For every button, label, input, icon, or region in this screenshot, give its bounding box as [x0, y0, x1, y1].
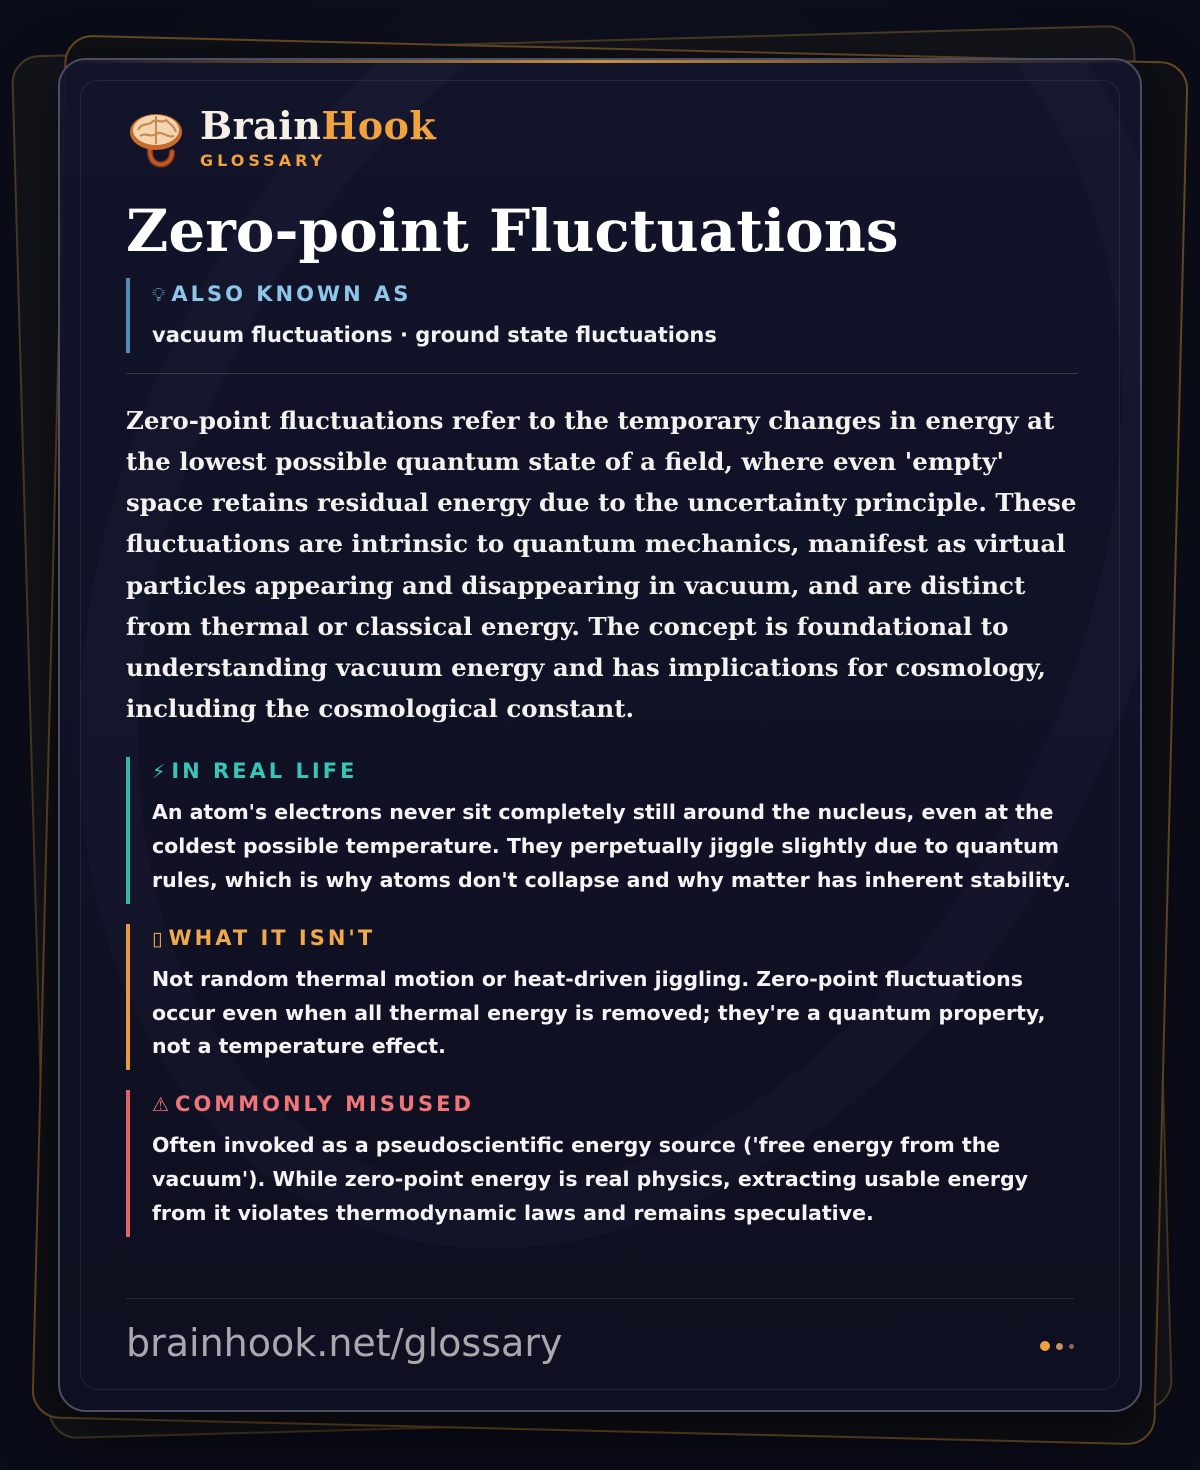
lightning-icon: ⚡︎: [152, 761, 166, 784]
in-real-life-label: IN REAL LIFE: [171, 759, 358, 784]
in-real-life-callout: [126, 757, 1078, 903]
commonly-misused-label: COMMONLY MISUSED: [175, 1092, 474, 1117]
dot-active: [1040, 1341, 1050, 1351]
section-divider: [126, 373, 1078, 374]
card-content: [126, 103, 1078, 1237]
term-definition: Zero-point fluctuations refer to the temporary changes in energy at the lowest possible quantum state of a field, where even 'empty' space retains residual energy due to the uncertainty principle. These fluctuations are intrinsic to quantum mechanics, manifest as virtual particles appearing and disappearing in vacuum, and are distinct from thermal or classical energy. The concept is foundational to understanding vacuum energy and has implications for cosmology, including the cosmological constant.: [126, 405, 1077, 724]
commonly-misused-header: [152, 1090, 1078, 1119]
in-real-life-body: An atom's electrons never sit completely still around the nucleus, even at the coldest possible temperature. They perpetually jiggle slightly due to quantum rules, which is why atoms don't collapse and why matter has inherent stability.: [152, 800, 1071, 893]
in-real-life-header: [152, 757, 1078, 786]
brand-subtitle: GLOSSARY: [200, 151, 327, 170]
what-it-isnt-body: Not random thermal motion or heat-driven jiggling. Zero-point fluctuations occur even when all thermal energy is removed; they're a quantum property, not a temperature effect.: [152, 966, 1046, 1059]
also-known-as-label: ALSO KNOWN AS: [171, 281, 412, 306]
also-known-as-header: [152, 280, 1078, 309]
brand-name-hook: Hook: [321, 103, 437, 148]
pagination-dots: [1034, 1341, 1074, 1351]
what-it-isnt-label: WHAT IT ISN'T: [168, 925, 376, 950]
what-it-isnt-header: [152, 924, 1078, 953]
card-footer: [126, 1298, 1074, 1389]
commonly-misused-body: Often invoked as a pseudoscientific energy source ('free energy from the vacuum'). While zero-point energy is real physics, extracting usable energy from it violates thermodynamic laws and remains speculative.: [152, 1133, 1028, 1225]
what-it-isnt-callout: [126, 924, 1078, 1070]
brand-name: [200, 103, 437, 148]
brand-name-brain: Brain: [200, 103, 322, 148]
prohibited-icon: ▯: [152, 927, 163, 950]
also-known-as-section: [126, 278, 1078, 353]
footer-url[interactable]: brainhook.net/glossary: [126, 1321, 563, 1365]
brand-header: [126, 103, 1078, 170]
commonly-misused-callout: [126, 1090, 1078, 1236]
lightbulb-icon: 💡︎: [152, 283, 166, 306]
dot: [1069, 1344, 1074, 1349]
also-known-as-terms: vacuum fluctuations · ground state fluctuations: [152, 322, 717, 347]
warning-icon: ⚠︎: [152, 1094, 170, 1117]
term-title: Zero-point Fluctuations: [126, 197, 899, 265]
glossary-card: [58, 58, 1142, 1412]
dot: [1056, 1343, 1063, 1350]
brain-hook-logo-icon: [126, 108, 186, 168]
